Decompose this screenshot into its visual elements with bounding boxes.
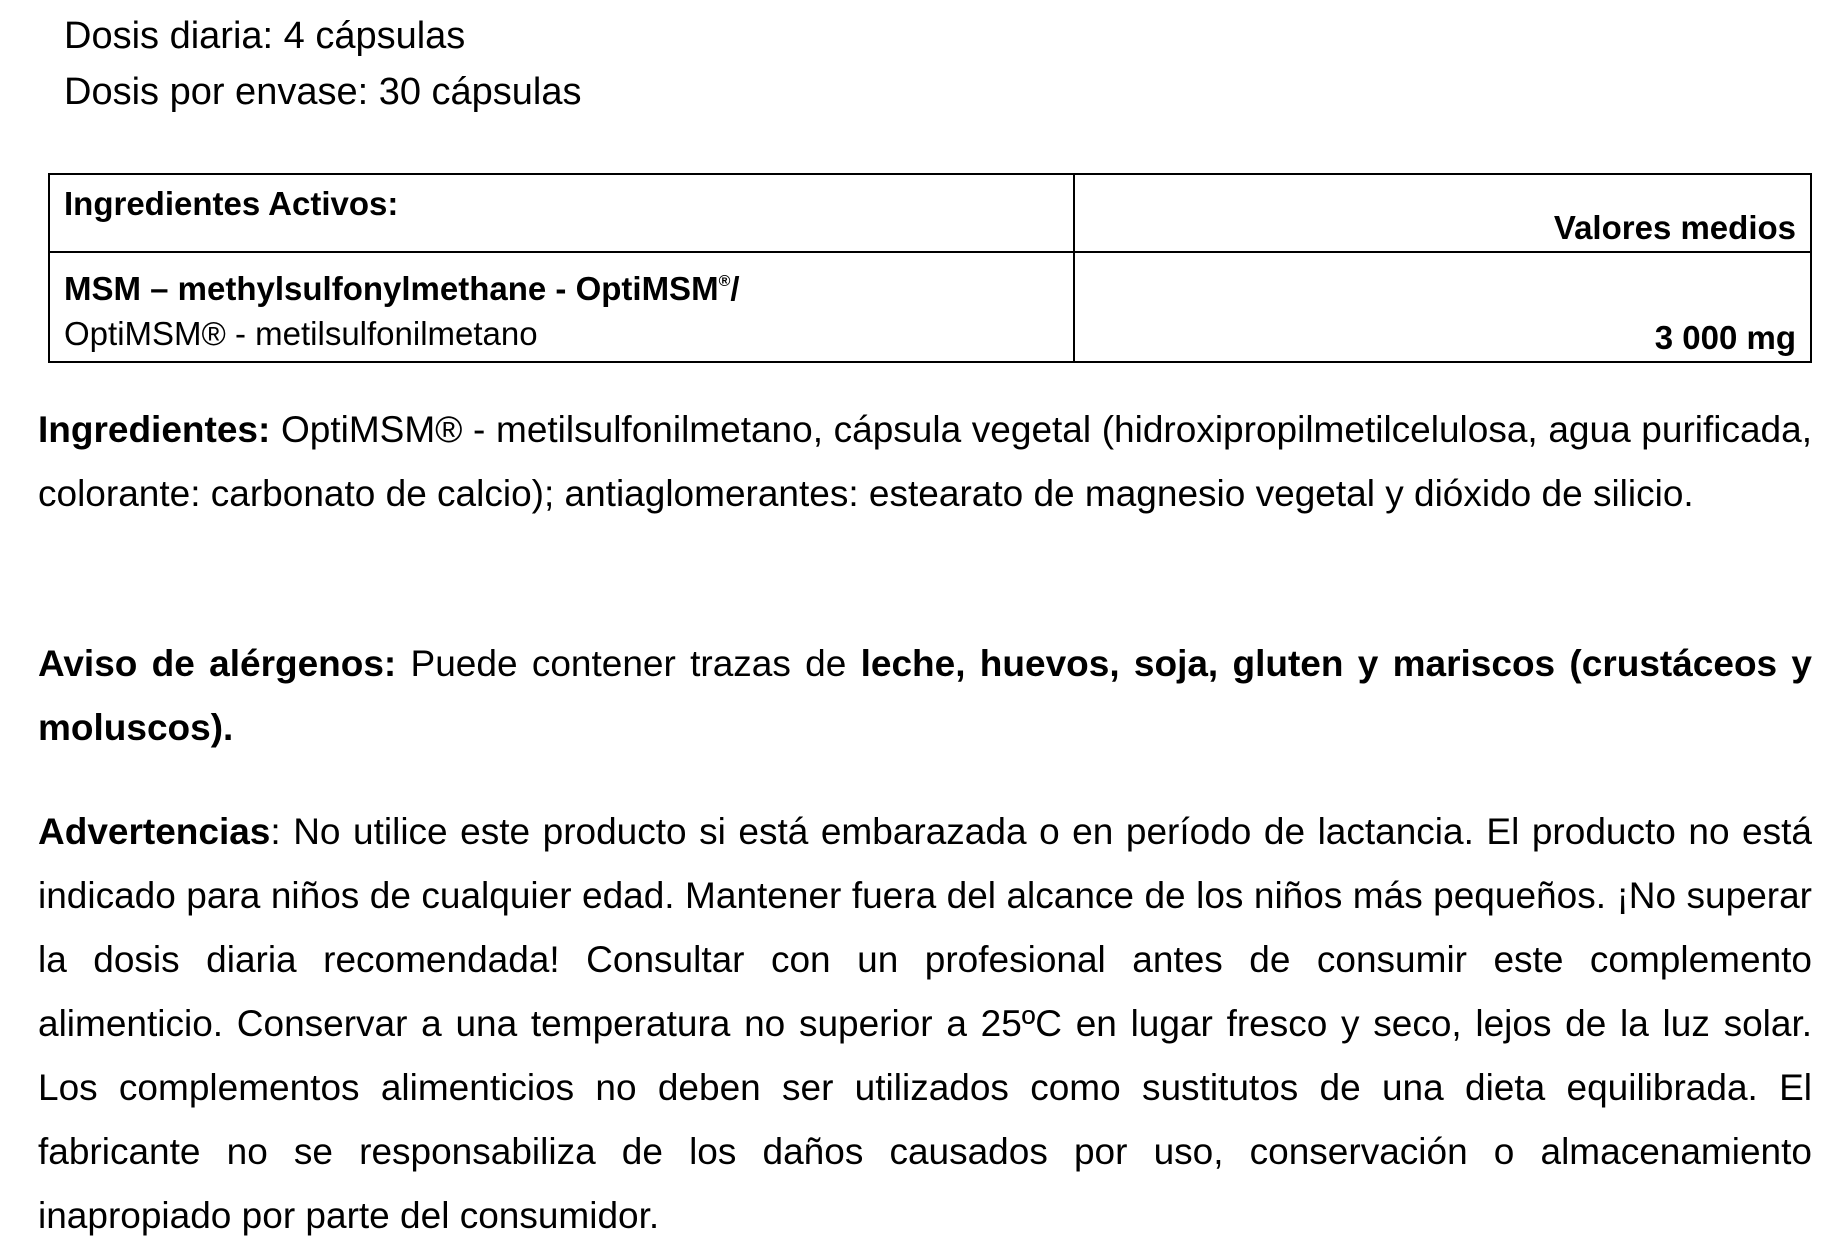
warnings-paragraph: [38, 800, 1812, 1248]
warnings-label: Advertencias: [38, 811, 271, 852]
doses-per-pack: Dosis por envase: 30 cápsulas: [64, 71, 582, 113]
ingredients-label: Ingredientes:: [38, 409, 271, 450]
table-row: [49, 252, 1811, 362]
ingredient-amount: 3 000 mg: [1074, 252, 1811, 362]
registered-mark: ®: [718, 273, 731, 290]
ingredients-paragraph: [38, 398, 1812, 526]
table-header-row: [49, 174, 1811, 252]
allergen-text: Puede contener trazas de: [396, 643, 861, 684]
ingredients-text: OptiMSM® - metilsulfonilmetano, cápsula vegetal (hidroxipropilmetilcelulosa, agua purificada, colorante: carbonato de calcio); antiaglomerantes: estearato de magnesio vegetal y dióxido de silicio.: [38, 409, 1812, 514]
dosage-info: [64, 8, 582, 120]
header-average-values: Valores medios: [1074, 174, 1811, 252]
allergen-list: leche, huevos, soja, gluten y mariscos (crustáceos y moluscos).: [38, 643, 1812, 748]
ingredient-name: [64, 253, 1059, 312]
allergen-label: Aviso de alérgenos:: [38, 643, 397, 684]
warnings-text: : No utilice este producto si está embarazada o en período de lactancia. El producto no está indicado para niños de cualquier edad. Mantener fuera del alcance de los niños más pequeños. ¡No superar la dosis diaria recomendada! Consultar con un profesional antes de consumir este complemento alimenticio. Conservar a una temperatura no superior a 25ºC en lugar fresco y seco, lejos de la luz solar. Los complementos alimenticios no deben ser utilizados como sustitutos de una dieta equilibrada. El fabricante no se responsabiliza de los daños causados por uso, conservación o almacenamiento inapropiado por parte del consumidor.: [38, 811, 1812, 1236]
header-active-ingredients: Ingredientes Activos:: [49, 174, 1074, 252]
ingredient-cell: [49, 252, 1074, 362]
ingredient-subname: OptiMSM® - metilsulfonilmetano: [64, 315, 538, 352]
active-ingredients-table: [48, 173, 1812, 363]
allergen-paragraph: [38, 632, 1812, 760]
ingredient-name-text: MSM – methylsulfonylmethane - OptiMSM: [64, 270, 719, 307]
daily-dose: Dosis diaria: 4 cápsulas: [64, 15, 466, 57]
ingredient-name-tail: /: [730, 270, 740, 307]
